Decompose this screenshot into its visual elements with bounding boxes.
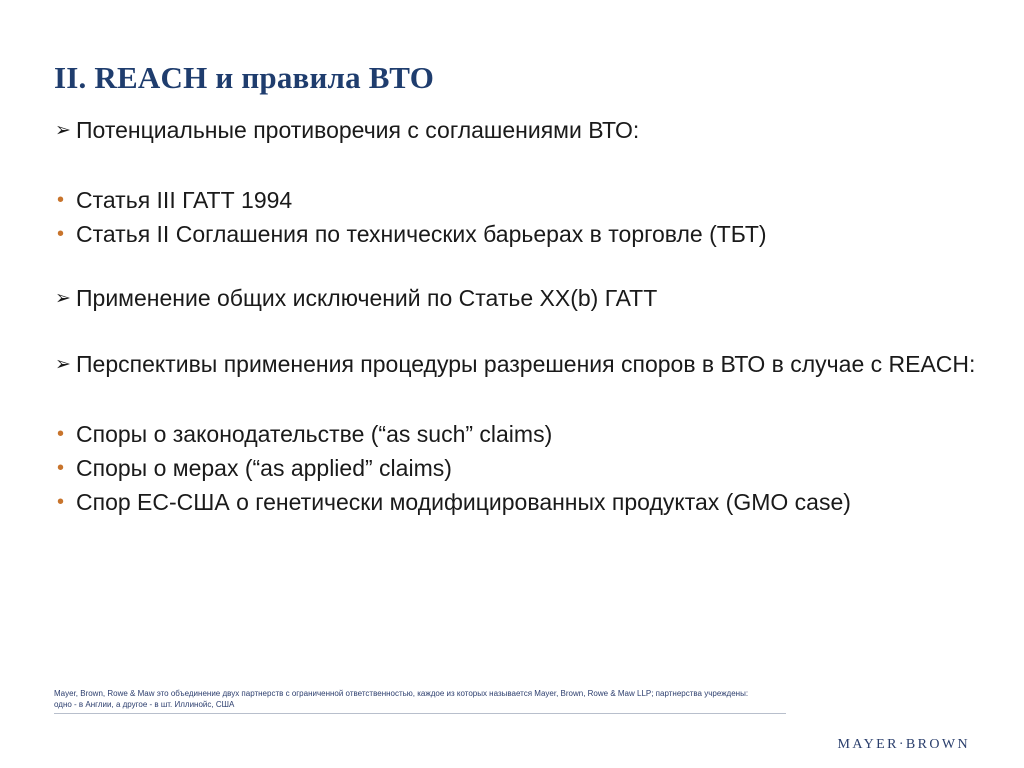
dot-bullet-icon: • xyxy=(57,423,65,445)
slide-content xyxy=(54,116,984,516)
item-text: Потенциальные противоречия с соглашениями ВТО: xyxy=(76,117,640,143)
list-item xyxy=(54,350,984,378)
item-text: Статья II Соглашения по технических барьерах в торговле (ТБТ) xyxy=(76,221,767,247)
item-text: Споры о законодательстве (“as such” claims) xyxy=(76,421,553,447)
arrow-bullet-icon: ➢ xyxy=(55,288,71,309)
item-text: Споры о мерах (“as applied” claims) xyxy=(76,455,452,481)
list-item xyxy=(54,488,984,516)
arrow-bullet-icon: ➢ xyxy=(55,120,71,141)
list-item xyxy=(54,116,984,144)
dot-bullet-icon: • xyxy=(57,189,65,211)
list-item xyxy=(54,186,984,214)
dot-bullet-icon: • xyxy=(57,491,65,513)
list-item xyxy=(54,220,984,248)
item-text: Спор ЕС-США о генетически модифицированных продуктах (GMO case) xyxy=(76,489,851,515)
footer-divider xyxy=(54,713,786,714)
list-item xyxy=(54,284,984,312)
list-item xyxy=(54,420,984,448)
dot-bullet-icon: • xyxy=(57,223,65,245)
item-text: Перспективы применения процедуры разрешения споров в ВТО в случае с REACH: xyxy=(76,351,976,377)
slide-title: II. REACH и правила ВТО xyxy=(54,60,435,95)
disclaimer-line-1: Mayer, Brown, Rowe & Maw это объединение двух партнерств с ограниченной ответственностью, каждое из которых называется Mayer, Brown, Rowe & Maw LLP; партнерства учреждены: xyxy=(54,689,749,698)
dot-bullet-icon: • xyxy=(57,457,65,479)
footer-disclaimer xyxy=(54,688,814,710)
arrow-bullet-icon: ➢ xyxy=(55,354,71,375)
company-logo: MAYER·BROWN xyxy=(837,737,970,752)
disclaimer-line-2: одно - в Англии, а другое - в шт. Иллинойс, США xyxy=(54,700,235,709)
list-item xyxy=(54,454,984,482)
item-text: Статья III ГАТТ 1994 xyxy=(76,187,293,213)
item-text: Применение общих исключений по Статье XX(b) ГАТТ xyxy=(76,285,658,311)
